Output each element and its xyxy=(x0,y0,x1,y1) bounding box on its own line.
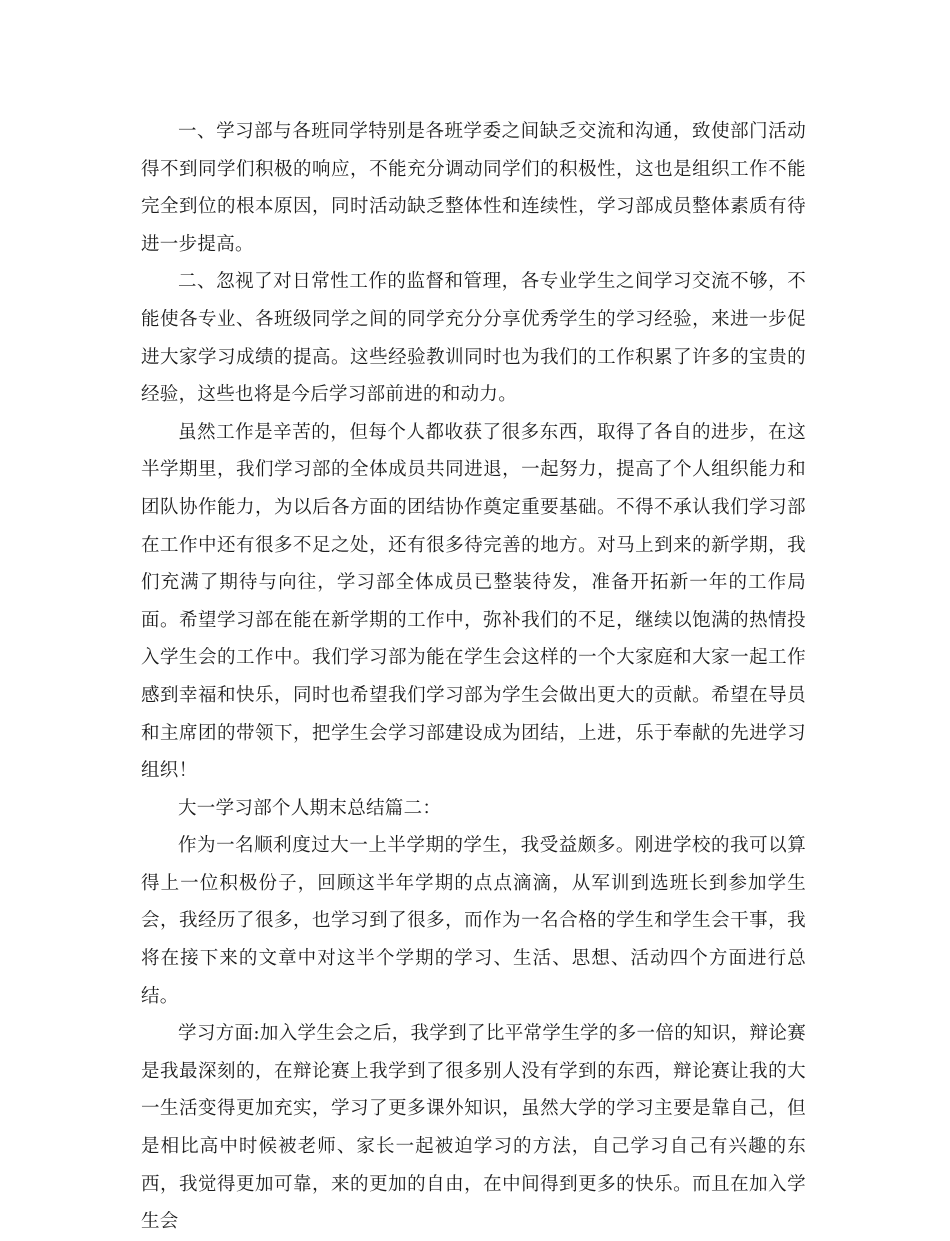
paragraph-problem-two: 二、忽视了对日常性工作的监督和管理，各专业学生之间学习交流不够，不能使各专业、各班级同学之间的同学充分分享优秀学生的学习经验，来进一步促进大家学习成绩的提高。这些经验教训同时也为我们的工作积累了许多的宝贵的经验，这些也将是今后学习部前进的和动力。 xyxy=(141,271,806,406)
paragraph-problem-one: 一、学习部与各班同学特别是各班学委之间缺乏交流和沟通，致使部门活动得不到同学们积极的响应，不能充分调动同学们的积极性，这也是组织工作不能完全到位的根本原因，同时活动缺乏整体性和连续性，学习部成员整体素质有待进一步提高。 xyxy=(141,121,806,255)
paragraph-introduction: 作为一名顺利度过大一上半学期的学生，我受益颇多。刚进学校的我可以算得上一位积极份子，回顾这半年学期的点点滴滴，从军训到选班长到参加学生会，我经历了很多，也学习到了很多，而作为一名合格的学生和学生会干事，我将在接下来的文章中对这半个学期的学习、生活、思想、活动四个方面进行总结。 xyxy=(141,835,806,1007)
paragraph-summary: 虽然工作是辛苦的，但每个人都收获了很多东西，取得了各自的进步，在这半学期里，我们学习部的全体成员共同进退，一起努力，提高了个人组织能力和团队协作能力，为以后各方面的团结协作奠定重要基础。不得不承认我们学习部在工作中还有很多不足之处，还有很多待完善的地方。对马上到来的新学期，我们充满了期待与向往，学习部全体成员已整装待发，准备开拓新一年的工作局面。希望学习部在能在新学期的工作中，弥补我们的不足，继续以饱满的热情投入学生会的工作中。我们学习部为能在学生会这样的一个大家庭和大家一起工作感到幸福和快乐，同时也希望我们学习部为学生会做出更大的贡献。希望在导员和主席团的带领下，把学生会学习部建设成为团结，上进，乐于奉献的先进学习组织！ xyxy=(141,421,806,782)
document-body xyxy=(141,113,806,1241)
paragraph-study: 学习方面:加入学生会之后，我学到了比平常学生学的多一倍的知识，辩论赛是我最深刻的，在辩论赛上我学到了很多别人没有学到的东西，辩论赛让我的大一生活变得更加充实，学习了更多课外知识，虽然大学的学习主要是靠自己，但是相比高中时候被老师、家长一起被迫学习的方法，自己学习自己有兴趣的东西，我觉得更加可靠，来的更加的自由，在中间得到更多的快乐。而且在加入学生会 xyxy=(141,1023,806,1233)
section-heading: 大一学习部个人期末总结篇二： xyxy=(178,797,442,819)
